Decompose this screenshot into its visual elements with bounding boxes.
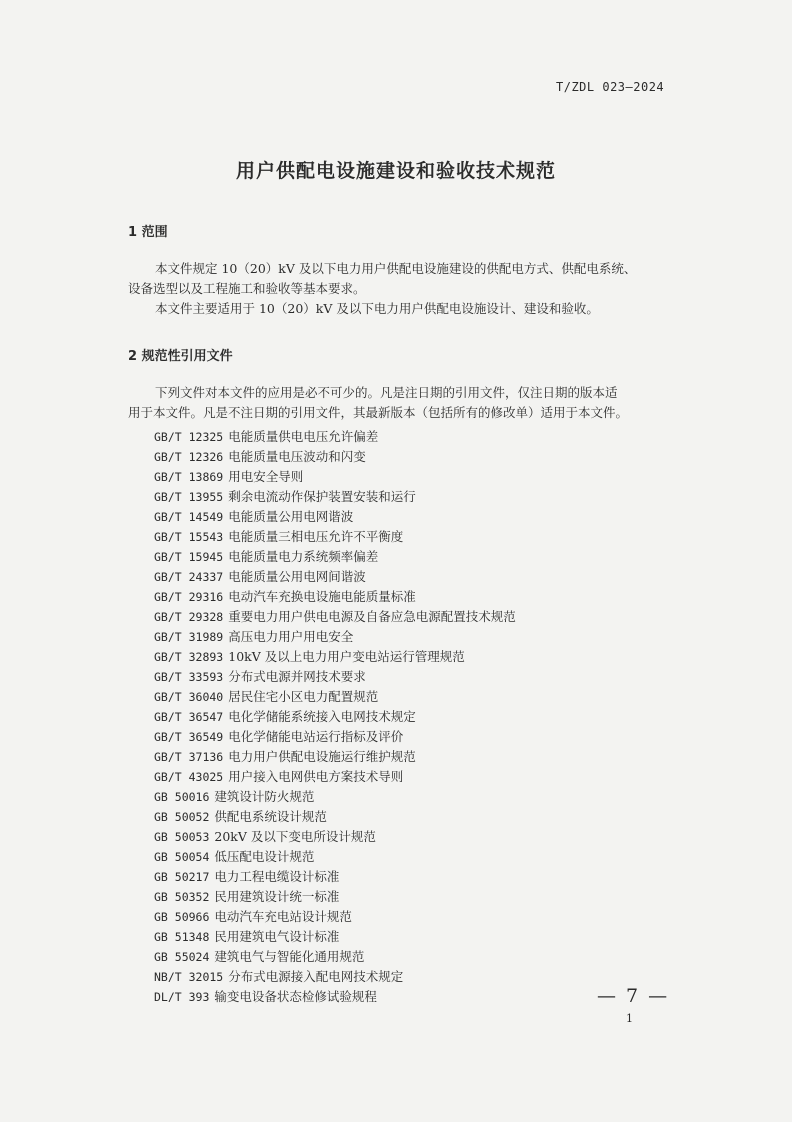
reference-code: GB/T 15543 [154,530,224,544]
reference-title: 电能质量三相电压允许不平衡度 [228,529,404,544]
reference-item [154,707,516,727]
reference-title: 10kV 及以上电力用户变电站运行管理规范 [228,649,465,664]
scope-paragraph-2-text: 本文件主要适用于 10（20）kV 及以下电力用户供配电设施设计、建设和验收。 [155,301,599,316]
reference-title: 电力用户供配电设施运行维护规范 [228,749,416,764]
reference-title: 输变电设备状态检修试验规程 [214,989,377,1004]
reference-title: 民用建筑电气设计标准 [214,929,340,944]
reference-title: 居民住宅小区电力配置规范 [228,689,379,704]
reference-title: 电能质量电压波动和闪变 [228,449,366,464]
reference-item [154,867,516,887]
reference-item [154,967,516,987]
reference-title: 电力工程电缆设计标准 [214,869,340,884]
reference-title: 民用建筑设计统一标准 [214,889,340,904]
reference-title: 建筑电气与智能化通用规范 [214,949,365,964]
scope-paragraph-1-line-1: 本文件规定 10（20）kV 及以下电力用户供配电设施建设的供配电方式、供配电系统、 [155,261,637,276]
reference-item [154,507,516,527]
reference-item [154,827,516,847]
reference-code: GB/T 36040 [154,690,224,704]
references-intro-line-2: 用于本文件。凡是不注日期的引用文件，其最新版本（包括所有的修改单）适用于本文件。 [128,405,629,420]
section-1-heading: 1 范围 [128,225,168,240]
section-2-heading: 2 规范性引用文件 [128,349,233,364]
reference-item [154,667,516,687]
reference-code: GB/T 24337 [154,570,224,584]
reference-title: 分布式电源接入配电网技术规定 [228,969,404,984]
reference-item [154,927,516,947]
reference-code: GB/T 32893 [154,650,224,664]
references-intro-line-1: 下列文件对本文件的应用是必不可少的。凡是注日期的引用文件，仅注日期的版本适 [155,385,618,400]
reference-item [154,527,516,547]
reference-title: 用户接入电网供电方案技术导则 [228,769,404,784]
reference-code: GB/T 12326 [154,450,224,464]
reference-code: GB/T 37136 [154,750,224,764]
reference-title: 低压配电设计规范 [214,849,315,864]
reference-title: 高压电力用户用电安全 [228,629,354,644]
reference-code: GB/T 29316 [154,590,224,604]
reference-item [154,467,516,487]
reference-item [154,647,516,667]
reference-code: GB/T 14549 [154,510,224,524]
reference-title: 电能质量供电电压允许偏差 [228,429,379,444]
reference-code: NB/T 32015 [154,970,224,984]
reference-code: GB/T 13869 [154,470,224,484]
reference-title: 分布式电源并网技术要求 [228,669,366,684]
reference-title: 电能质量公用电网间谐波 [228,569,366,584]
reference-item [154,887,516,907]
reference-title: 20kV 及以下变电所设计规范 [214,829,376,844]
reference-code: GB 50016 [154,790,210,804]
reference-title: 电动汽车充换电设施电能质量标准 [228,589,416,604]
reference-title: 电能质量电力系统频率偏差 [228,549,379,564]
reference-code: GB/T 29328 [154,610,224,624]
reference-item [154,787,516,807]
reference-code: GB/T 36547 [154,710,224,724]
document-title: 用户供配电设施建设和验收技术规范 [235,160,556,182]
scope-paragraph-2 [128,299,668,319]
reference-item [154,587,516,607]
reference-item [154,447,516,467]
reference-code: GB/T 13955 [154,490,224,504]
reference-code: GB 50053 [154,830,210,844]
reference-item [154,607,516,627]
reference-code: GB 50352 [154,890,210,904]
page-sub-number: 1 [626,1012,633,1025]
reference-item [154,767,516,787]
reference-item [154,947,516,967]
reference-code: GB/T 31989 [154,630,224,644]
reference-code: GB 50966 [154,910,210,924]
reference-code: DL/T 393 [154,990,210,1004]
reference-code: GB/T 33593 [154,670,224,684]
reference-title: 电动汽车充电站设计规范 [214,909,352,924]
reference-item [154,547,516,567]
reference-code: GB 55024 [154,950,210,964]
scope-paragraph-1-line-2: 设备选型以及工程施工和验收等基本要求。 [128,281,366,296]
reference-item [154,427,516,447]
reference-code: GB/T 15945 [154,550,224,564]
reference-code: GB/T 36549 [154,730,224,744]
reference-code: GB/T 43025 [154,770,224,784]
reference-code: GB 50054 [154,850,210,864]
reference-item [154,847,516,867]
standard-number: T/ZDL 023—2024 [556,80,665,94]
reference-title: 重要电力用户供电电源及自备应急电源配置技术规范 [228,609,516,624]
reference-item [154,727,516,747]
reference-item [154,567,516,587]
reference-title: 供配电系统设计规范 [214,809,327,824]
references-intro [128,383,668,423]
reference-item [154,987,516,1007]
reference-title: 剩余电流动作保护装置安装和运行 [228,489,416,504]
reference-item [154,627,516,647]
scope-paragraph-1 [128,259,668,299]
reference-title: 用电安全导则 [228,469,304,484]
page-number: — 7 — [597,985,670,1007]
reference-item [154,907,516,927]
reference-code: GB 51348 [154,930,210,944]
reference-item [154,687,516,707]
reference-title: 电化学储能电站运行指标及评价 [228,729,404,744]
reference-title: 电能质量公用电网谐波 [228,509,354,524]
reference-title: 建筑设计防火规范 [214,789,315,804]
reference-item [154,487,516,507]
reference-title: 电化学储能系统接入电网技术规定 [228,709,416,724]
reference-code: GB 50217 [154,870,210,884]
reference-code: GB 50052 [154,810,210,824]
reference-list [154,427,516,1007]
reference-code: GB/T 12325 [154,430,224,444]
reference-item [154,747,516,767]
reference-item [154,807,516,827]
